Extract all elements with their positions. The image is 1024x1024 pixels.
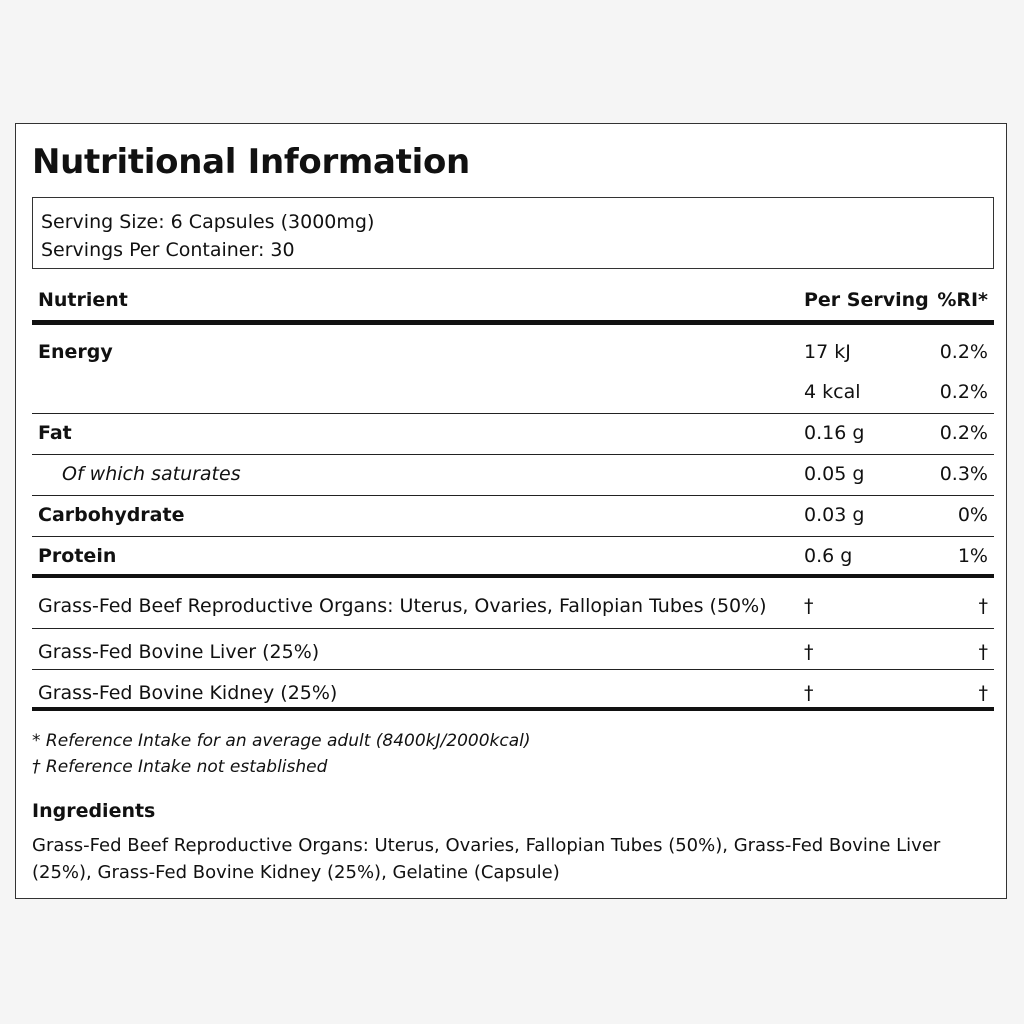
ingredient-name: Grass-Fed Bovine Kidney (25%): [38, 682, 338, 704]
ri-value: 1%: [957, 545, 988, 567]
footnote-reference-intake: * Reference Intake for an average adult (8400kJ/2000kcal): [32, 731, 531, 751]
nutrient-name: Energy: [38, 341, 113, 363]
energy-kj-value: 17 kJ: [804, 341, 851, 363]
per-serving-value: 0.16 g: [804, 422, 865, 444]
per-serving-value: †: [804, 641, 814, 663]
table-row-energy: [32, 325, 994, 414]
per-serving-value: †: [804, 595, 814, 617]
nutrient-name: Carbohydrate: [38, 504, 185, 526]
table-row-protein: [32, 537, 994, 578]
nutrient-name: Fat: [38, 422, 72, 444]
ri-value: 0.3%: [939, 463, 988, 485]
serving-info-box: [32, 197, 994, 269]
ingredient-name: Grass-Fed Beef Reproductive Organs: Uterus, Ovaries, Fallopian Tubes (50%): [38, 595, 767, 617]
nutrition-table: [32, 279, 994, 711]
table-row-carbohydrate: [32, 496, 994, 537]
table-row-ingredient: [32, 670, 994, 711]
header-ri: %RI*: [937, 289, 988, 311]
footnote-not-established: † Reference Intake not established: [32, 757, 328, 777]
header-nutrient: Nutrient: [38, 289, 128, 311]
table-row-ingredient: [32, 629, 994, 670]
energy-kj-ri: 0.2%: [939, 341, 988, 363]
table-row-fat: [32, 414, 994, 455]
nutrient-name: Protein: [38, 545, 117, 567]
ingredients-heading: Ingredients: [32, 800, 156, 822]
servings-per-container: Servings Per Container: 30: [41, 239, 295, 261]
per-serving-value: 0.03 g: [804, 504, 865, 526]
serving-size: Serving Size: 6 Capsules (3000mg): [41, 211, 375, 233]
page-title: Nutritional Information: [32, 142, 470, 182]
ri-value: 0.2%: [939, 422, 988, 444]
ri-value: †: [978, 641, 988, 663]
ri-value: 0%: [957, 504, 988, 526]
per-serving-value: †: [804, 682, 814, 704]
ri-value: †: [978, 595, 988, 617]
energy-kcal-ri: 0.2%: [939, 381, 988, 403]
footnotes: [32, 728, 531, 780]
table-header-row: [32, 279, 994, 325]
ingredient-name: Grass-Fed Bovine Liver (25%): [38, 641, 320, 663]
nutrition-panel: [15, 123, 1007, 899]
table-row-saturates: [32, 455, 994, 496]
ingredients-text: Grass-Fed Beef Reproductive Organs: Uterus, Ovaries, Fallopian Tubes (50%), Grass-Fed Bovine Liver (25%), Grass-Fed Bovine Kidney (25%), Gelatine (Capsule): [32, 835, 941, 883]
header-per-serving: Per Serving: [804, 289, 929, 311]
ri-value: †: [978, 682, 988, 704]
per-serving-value: 0.6 g: [804, 545, 853, 567]
per-serving-value: 0.05 g: [804, 463, 865, 485]
table-row-ingredient: [32, 578, 994, 629]
energy-kcal-value: 4 kcal: [804, 381, 861, 403]
nutrient-name: Of which saturates: [62, 463, 241, 485]
